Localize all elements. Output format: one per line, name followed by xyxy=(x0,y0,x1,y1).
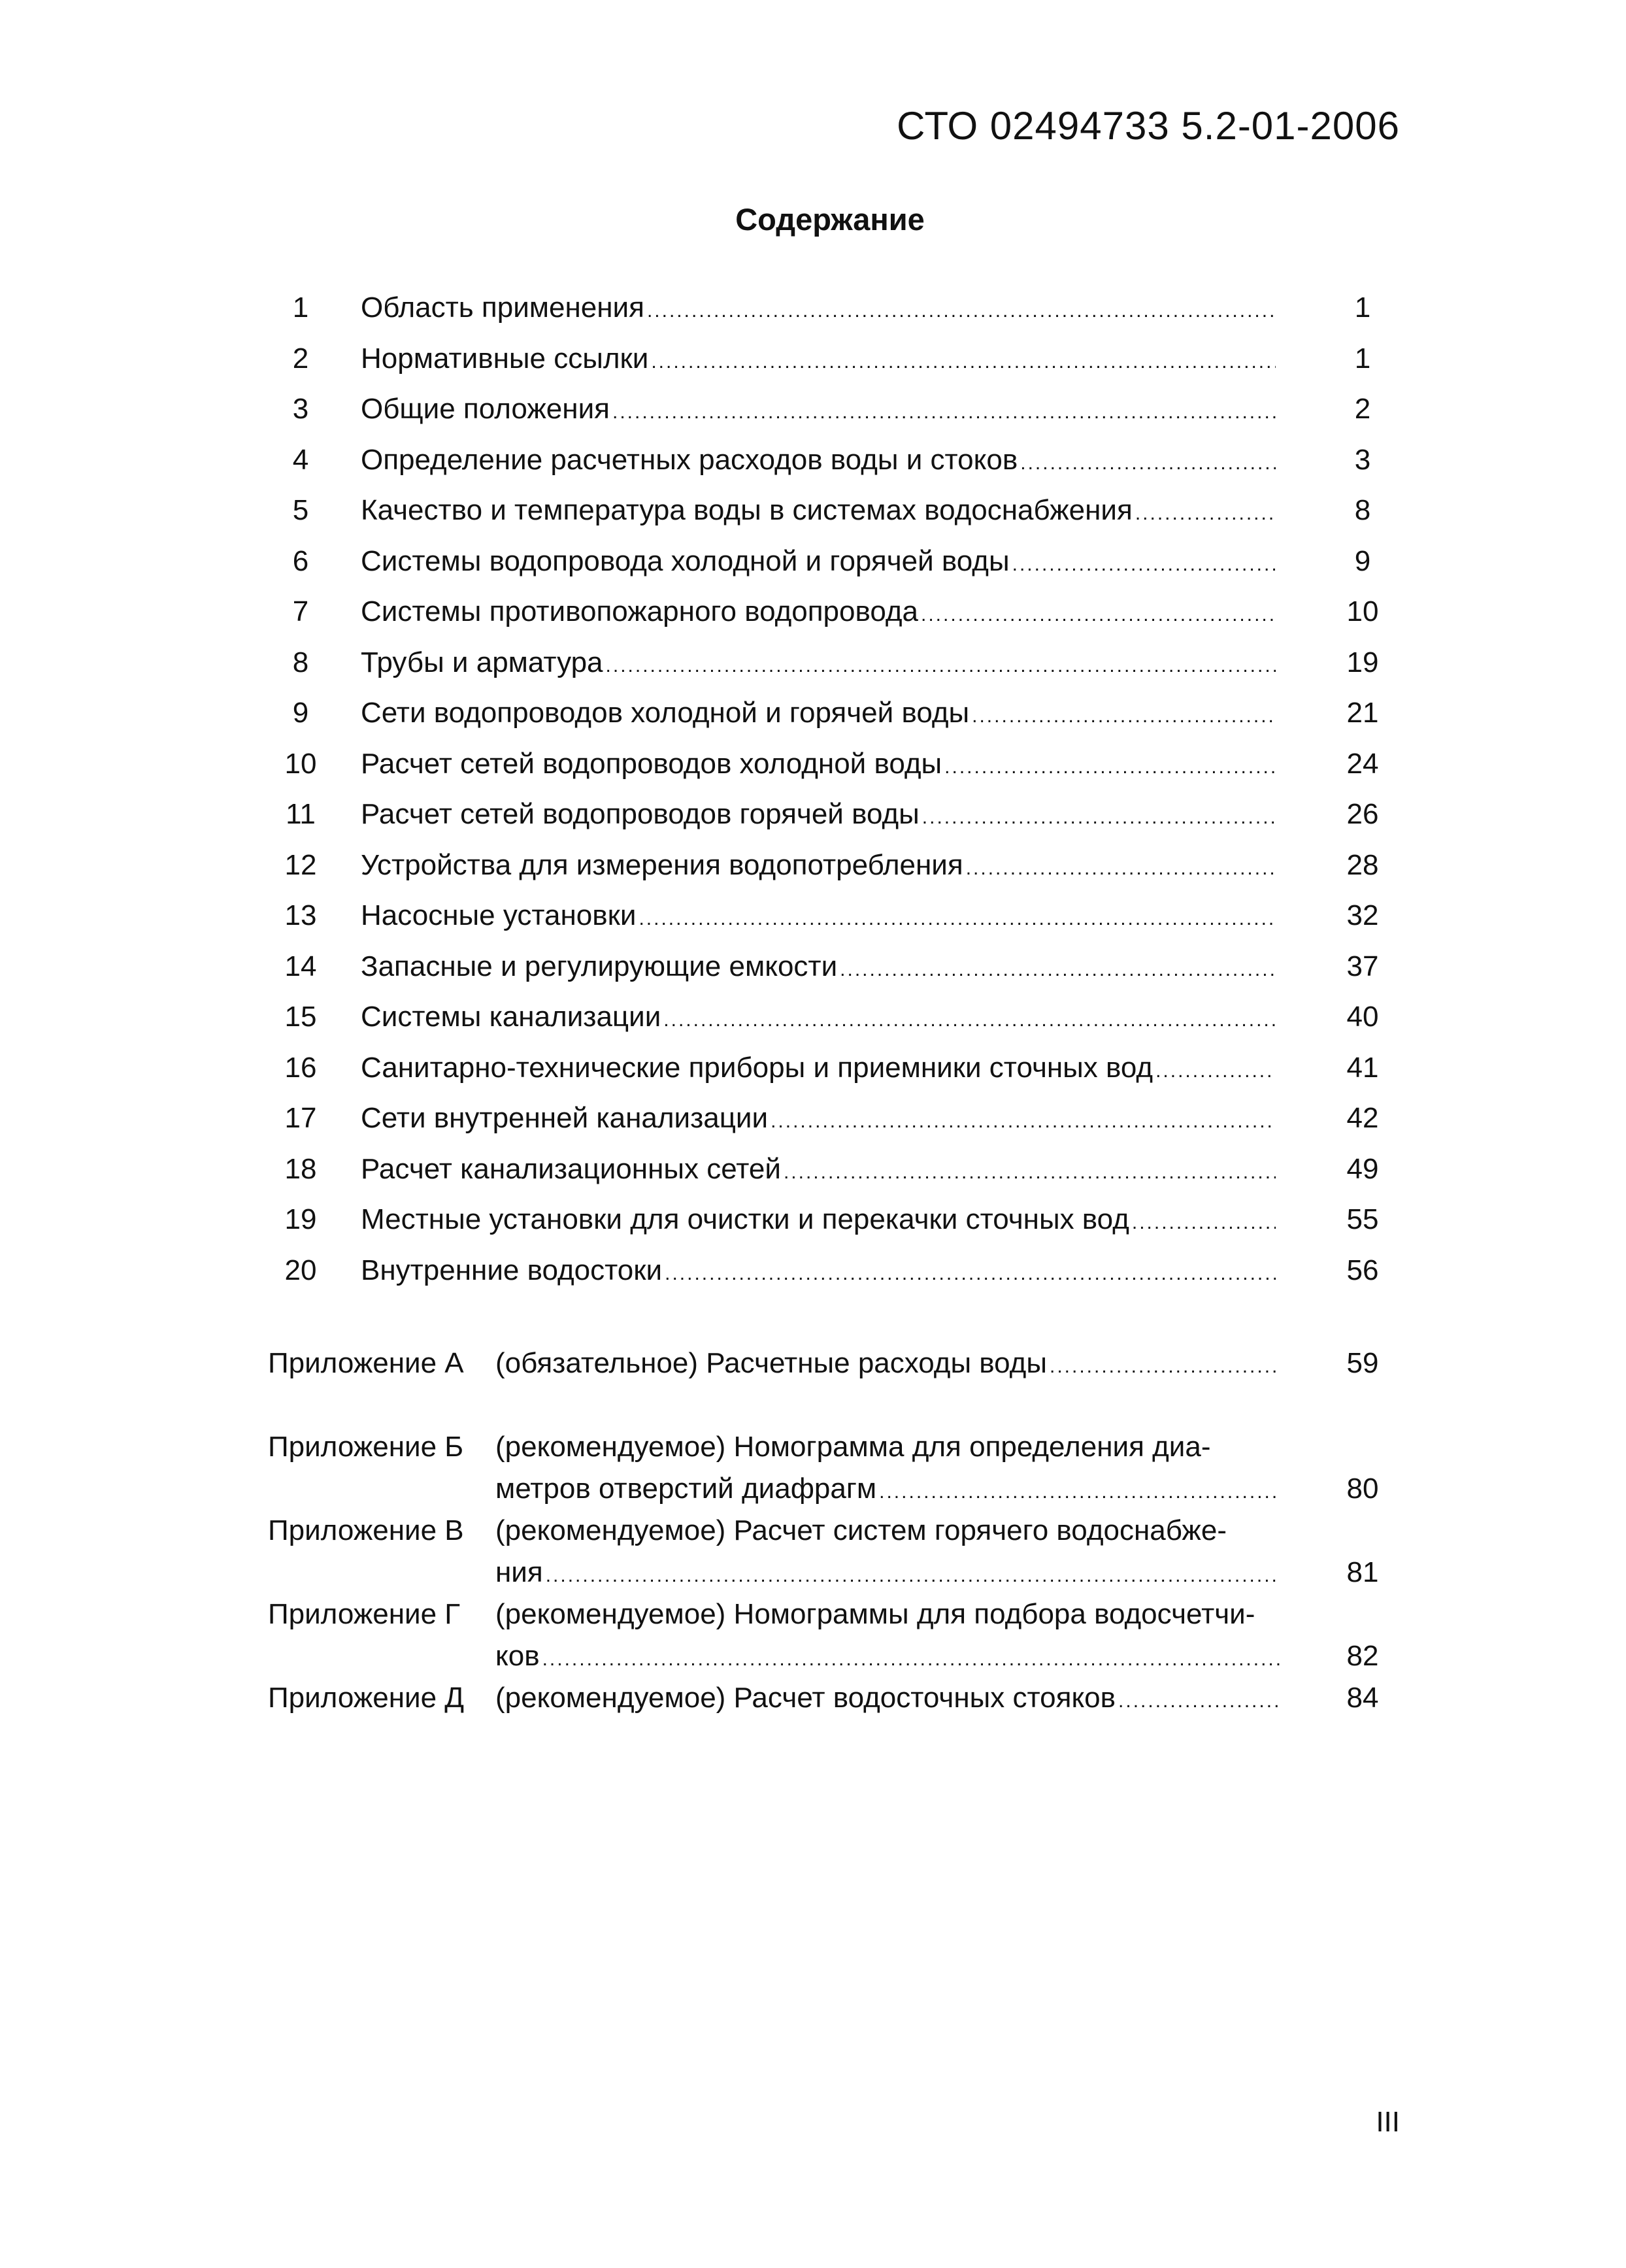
toc-item[interactable] xyxy=(0,643,1626,694)
annex-item[interactable] xyxy=(0,1510,1626,1593)
dot-leader xyxy=(972,697,1276,736)
toc-item[interactable] xyxy=(0,795,1626,846)
toc-item-number: 20 xyxy=(284,1254,317,1286)
toc-item-page: 2 xyxy=(1354,393,1371,425)
toc-item-number: 6 xyxy=(292,544,309,577)
toc-item-number: 1 xyxy=(292,292,309,324)
dot-leader xyxy=(542,1639,1280,1680)
dot-leader xyxy=(647,292,1276,331)
dot-leader xyxy=(1050,1346,1280,1388)
toc-item-entry xyxy=(361,896,1276,939)
annex-label: Приложение В xyxy=(268,1514,464,1546)
toc-item-title: Местные установки для очистки и перекачки сточных вод xyxy=(361,1203,1129,1235)
toc-item-number: 13 xyxy=(284,899,317,931)
toc-item-entry xyxy=(361,592,1276,635)
toc-item-page: 10 xyxy=(1346,595,1379,627)
dot-leader xyxy=(1132,1203,1276,1242)
toc-item-number: 16 xyxy=(284,1051,317,1084)
annex-line xyxy=(495,1510,1280,1552)
annex-item[interactable] xyxy=(0,1426,1626,1510)
annex-description xyxy=(495,1677,1280,1719)
toc-item-number: 2 xyxy=(292,342,309,375)
toc-item[interactable] xyxy=(0,744,1626,795)
toc-item[interactable] xyxy=(0,592,1626,643)
toc-item-entry xyxy=(361,491,1276,533)
annex-item[interactable] xyxy=(0,1677,1626,1761)
dot-leader xyxy=(840,950,1276,990)
toc-item-number: 17 xyxy=(284,1102,317,1134)
toc-item-entry xyxy=(361,693,1276,736)
toc-item-title: Запасные и регулирующие емкости xyxy=(361,950,838,982)
toc-item-title: Системы водопровода холодной и горячей воды xyxy=(361,544,1010,577)
annex-item[interactable] xyxy=(0,1342,1626,1426)
annex-page: 82 xyxy=(1346,1640,1379,1672)
annex-line xyxy=(495,1342,1280,1384)
annex-line1: (обязательное) Расчетные расходы воды xyxy=(495,1347,1047,1379)
toc-item-title: Нормативные ссылки xyxy=(361,342,649,375)
toc-item-page: 24 xyxy=(1346,747,1379,780)
toc-item-entry xyxy=(361,947,1276,990)
annex-line1: (рекомендуемое) Расчет водосточных стояков xyxy=(495,1682,1116,1714)
annex-description xyxy=(495,1593,1280,1677)
toc-item-page: 19 xyxy=(1346,646,1379,678)
toc-item-page: 3 xyxy=(1354,443,1371,476)
toc-item-entry xyxy=(361,1200,1276,1242)
toc-item-title: Качество и температура воды в системах водоснабжения xyxy=(361,494,1133,526)
toc-item-title: Санитарно-технические приборы и приемники сточных вод xyxy=(361,1051,1153,1084)
annex-line1: (рекомендуемое) Номограммы для подбора водосчетчи- xyxy=(495,1598,1255,1630)
toc-item-entry xyxy=(361,643,1276,686)
toc-list xyxy=(0,288,1626,1301)
dot-leader xyxy=(651,342,1276,382)
annex-label: Приложение Д xyxy=(268,1682,465,1714)
toc-item-page: 37 xyxy=(1346,950,1379,982)
dot-leader xyxy=(546,1555,1280,1597)
toc-item-page: 26 xyxy=(1346,798,1379,830)
dot-leader xyxy=(606,646,1276,686)
annex-line2: метров отверстий диафрагм xyxy=(495,1473,877,1505)
page-number: III xyxy=(1376,2106,1400,2138)
toc-item-title: Сети водопроводов холодной и горячей воды xyxy=(361,697,970,729)
annex-page: 59 xyxy=(1346,1347,1379,1379)
toc-item-page: 41 xyxy=(1346,1051,1379,1084)
dot-leader xyxy=(1020,444,1276,483)
toc-item-entry xyxy=(361,339,1276,382)
annex-line2: ния xyxy=(495,1556,543,1588)
toc-item-title: Расчет сетей водопроводов холодной воды xyxy=(361,747,942,780)
toc-item-number: 18 xyxy=(284,1152,317,1185)
toc-item-entry xyxy=(361,1099,1276,1141)
annex-line xyxy=(495,1426,1280,1468)
toc-item-page: 49 xyxy=(1346,1152,1379,1185)
annex-description xyxy=(495,1426,1280,1510)
toc-item-page: 28 xyxy=(1346,848,1379,881)
annex-line xyxy=(495,1635,1280,1677)
toc-item-page: 8 xyxy=(1354,494,1371,526)
toc-item-title: Расчет сетей водопроводов горячей воды xyxy=(361,798,920,830)
toc-item-number: 11 xyxy=(286,798,316,830)
annex-line xyxy=(495,1552,1280,1593)
toc-item-number: 3 xyxy=(292,393,309,425)
toc-item-number: 7 xyxy=(292,595,309,627)
toc-item-title: Насосные установки xyxy=(361,899,637,931)
dot-leader xyxy=(784,1153,1276,1192)
toc-item-title: Сети внутренней канализации xyxy=(361,1102,769,1134)
toc-item-entry xyxy=(361,1048,1276,1091)
toc-item[interactable] xyxy=(0,1251,1626,1302)
toc-item[interactable] xyxy=(0,846,1626,897)
toc-item-title: Устройства для измерения водопотребления xyxy=(361,848,963,881)
toc-item-title: Внутренние водостоки xyxy=(361,1254,663,1286)
annex-label: Приложение Г xyxy=(268,1598,461,1630)
dot-leader xyxy=(921,595,1276,635)
dot-leader xyxy=(1135,494,1276,533)
toc-item-title: Системы противопожарного водопровода xyxy=(361,595,919,627)
toc-item[interactable] xyxy=(0,1099,1626,1150)
toc-item[interactable] xyxy=(0,693,1626,744)
toc-item[interactable] xyxy=(0,947,1626,998)
toc-item[interactable] xyxy=(0,997,1626,1048)
toc-item-entry xyxy=(361,997,1276,1040)
annex-line xyxy=(495,1593,1280,1635)
toc-item-page: 1 xyxy=(1354,342,1371,375)
dot-leader xyxy=(944,748,1276,787)
toc-item[interactable] xyxy=(0,1150,1626,1201)
annex-page: 81 xyxy=(1346,1556,1379,1588)
toc-item-page: 55 xyxy=(1346,1203,1379,1235)
annex-description xyxy=(495,1510,1280,1593)
toc-item-title: Трубы и арматура xyxy=(361,646,603,678)
toc-item[interactable] xyxy=(0,1048,1626,1099)
toc-item-number: 12 xyxy=(284,848,317,881)
toc-item-entry xyxy=(361,795,1276,837)
toc-item-number: 10 xyxy=(284,747,317,780)
toc-item-entry xyxy=(361,1251,1276,1293)
annex-label: Приложение А xyxy=(268,1347,464,1379)
toc-item-entry xyxy=(361,1150,1276,1192)
dot-leader xyxy=(665,1254,1276,1293)
toc-item-title: Общие положения xyxy=(361,393,610,425)
toc-item-entry xyxy=(361,744,1276,787)
dot-leader xyxy=(1012,545,1276,584)
annex-page: 80 xyxy=(1346,1473,1379,1505)
annex-line1: (рекомендуемое) Номограмма для определения диа- xyxy=(495,1431,1211,1463)
toc-item[interactable] xyxy=(0,390,1626,441)
dot-leader xyxy=(771,1102,1276,1141)
toc-item-page: 21 xyxy=(1346,697,1379,729)
toc-item-page: 40 xyxy=(1346,1001,1379,1033)
toc-item-number: 8 xyxy=(292,646,309,678)
annex-line1: (рекомендуемое) Расчет систем горячего водоснабже- xyxy=(495,1514,1227,1546)
toc-item-number: 9 xyxy=(292,697,309,729)
toc-item-title: Расчет канализационных сетей xyxy=(361,1152,781,1185)
dot-leader xyxy=(879,1471,1280,1513)
toc-item-entry xyxy=(361,288,1276,331)
toc-item-title: Определение расчетных расходов воды и стоков xyxy=(361,443,1018,476)
dot-leader xyxy=(1155,1052,1276,1091)
annex-line xyxy=(495,1677,1280,1719)
annex-description xyxy=(495,1342,1280,1384)
toc-item[interactable] xyxy=(0,339,1626,390)
toc-item[interactable] xyxy=(0,288,1626,339)
dot-leader xyxy=(663,1001,1276,1040)
toc-item[interactable] xyxy=(0,1200,1626,1251)
annex-line2: ков xyxy=(495,1640,540,1672)
toc-item-number: 5 xyxy=(292,494,309,526)
toc-item-number: 4 xyxy=(292,443,309,476)
toc-item-entry xyxy=(361,390,1276,432)
toc-item-page: 1 xyxy=(1354,292,1371,324)
annex-line xyxy=(495,1468,1280,1510)
toc-item-number: 19 xyxy=(284,1203,317,1235)
dot-leader xyxy=(966,849,1276,888)
toc-item-number: 14 xyxy=(284,950,317,982)
toc-item-number: 15 xyxy=(284,1001,317,1033)
dot-leader xyxy=(639,899,1276,939)
toc-item-entry xyxy=(361,542,1276,584)
toc-item-title: Системы канализации xyxy=(361,1001,661,1033)
toc-item-page: 9 xyxy=(1354,544,1371,577)
dot-leader xyxy=(922,798,1276,837)
toc-item-entry xyxy=(361,441,1276,483)
annex-label: Приложение Б xyxy=(268,1431,464,1463)
document-code: СТО 02494733 5.2-01-2006 xyxy=(897,104,1400,148)
annex-item[interactable] xyxy=(0,1593,1626,1677)
toc-item-page: 56 xyxy=(1346,1254,1379,1286)
toc-item-page: 32 xyxy=(1346,899,1379,931)
annex-list xyxy=(0,1342,1626,1761)
toc-item-title: Область применения xyxy=(361,292,644,324)
toc-item[interactable] xyxy=(0,491,1626,542)
toc-item-entry xyxy=(361,846,1276,888)
toc-item[interactable] xyxy=(0,441,1626,492)
toc-item-page: 42 xyxy=(1346,1102,1379,1134)
dot-leader xyxy=(612,393,1276,432)
annex-page: 84 xyxy=(1346,1682,1379,1714)
toc-item[interactable] xyxy=(0,896,1626,947)
toc-item[interactable] xyxy=(0,542,1626,593)
dot-leader xyxy=(1118,1680,1280,1722)
toc-heading: Содержание xyxy=(735,202,925,237)
